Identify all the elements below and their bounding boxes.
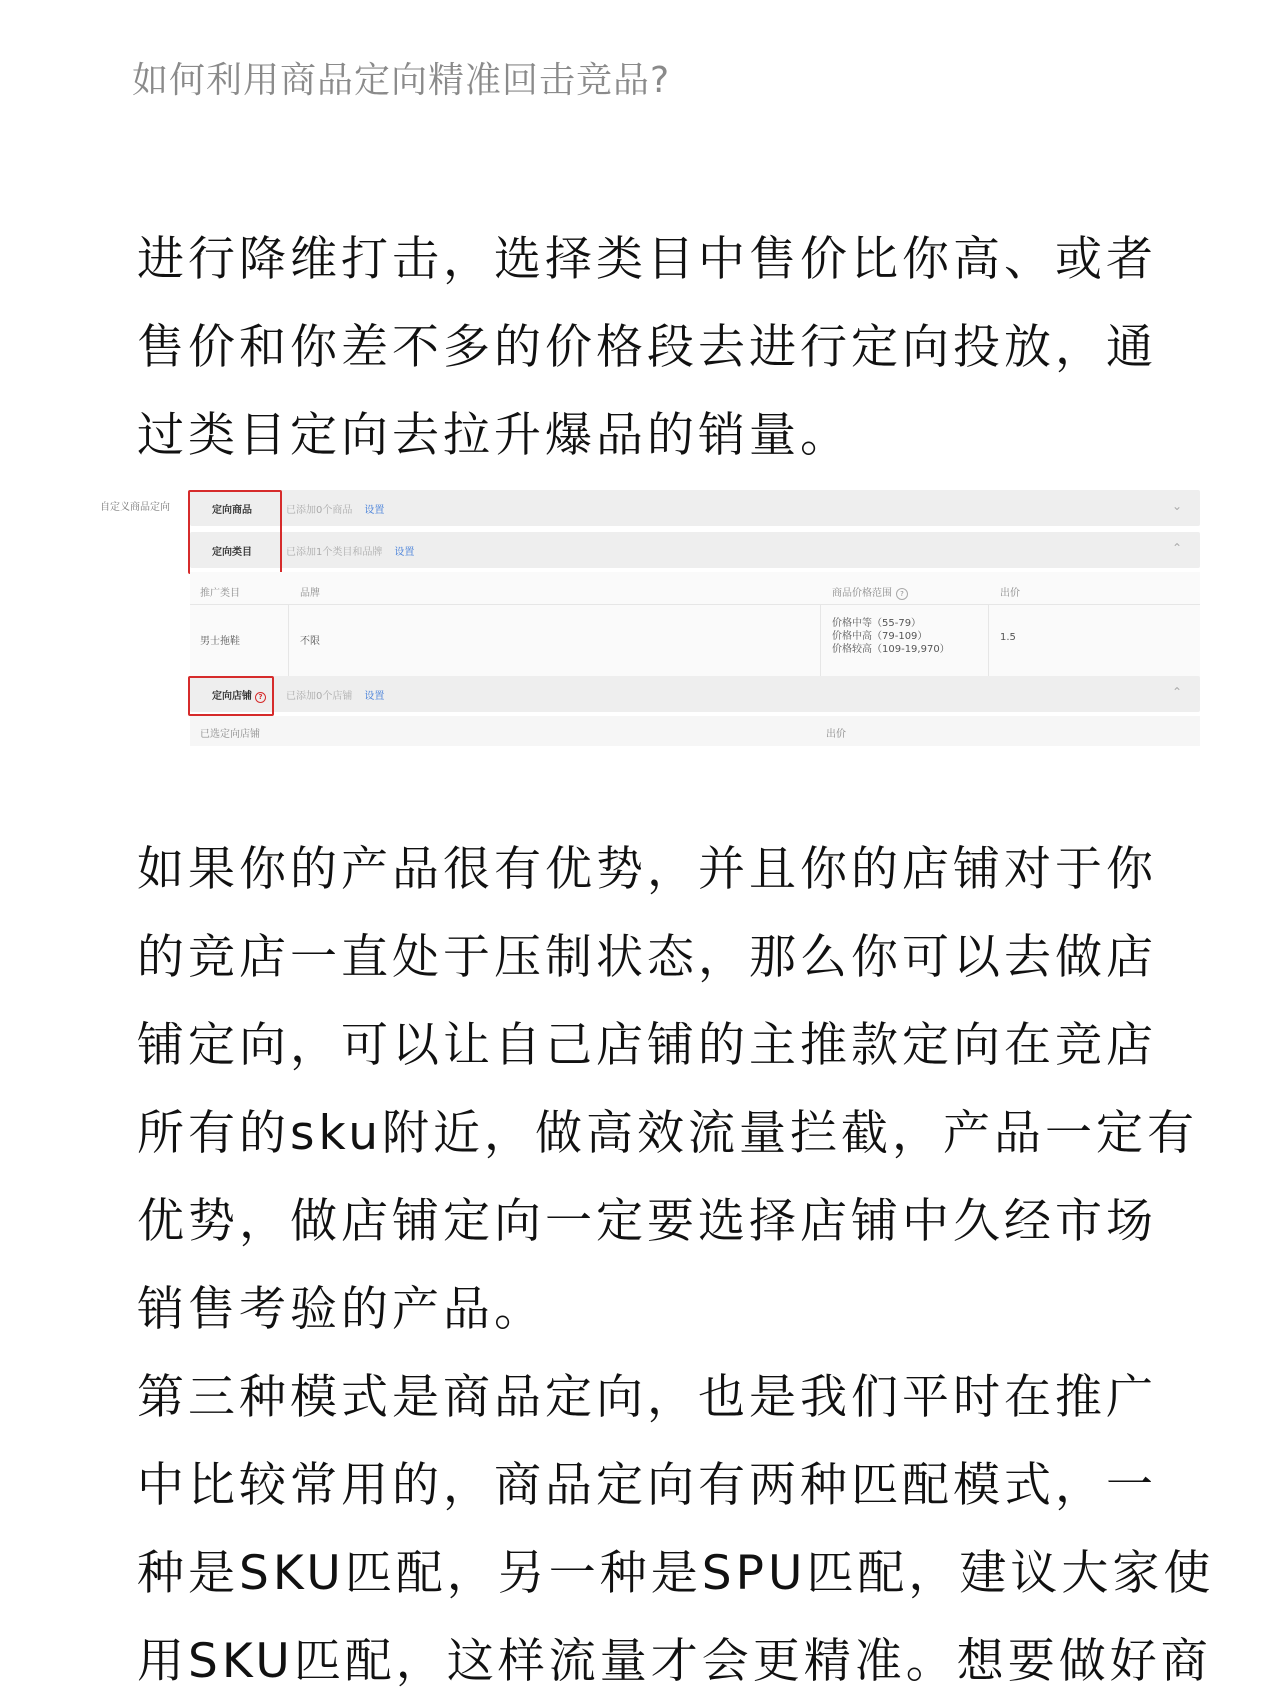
- text-line: 过类目定向去拉升爆品的销量。: [137, 408, 851, 463]
- table-cell-category: 男士拖鞋: [200, 636, 240, 647]
- column-header: 推广类目: [200, 588, 240, 599]
- highlight-box: [188, 490, 282, 574]
- category-table: [190, 572, 1200, 692]
- tab-targeting-category[interactable]: 定向类目: [212, 547, 252, 558]
- table-cell-price-ranges: 价格中等（55-79） 价格中高（79-109） 价格较高（109-19,970）: [832, 618, 950, 655]
- text-line: 如果你的产品很有优势，并且你的店铺对于你: [137, 842, 1157, 897]
- embedded-screenshot: [80, 480, 1200, 762]
- paragraph-category-targeting: [137, 216, 1187, 480]
- tab-targeting-goods[interactable]: 定向商品: [212, 505, 252, 516]
- chevron-up-icon[interactable]: ⌃: [1171, 685, 1182, 699]
- column-header: 商品价格范围 ?: [832, 584, 908, 600]
- category-added-info: 已添加1个类目和品牌 设置: [286, 547, 415, 558]
- targeting-row-goods[interactable]: [190, 490, 1200, 526]
- help-icon: ?: [255, 692, 266, 703]
- set-link[interactable]: 设置: [364, 691, 385, 702]
- text-line: 优势，做店铺定向一定要选择店铺中久经市场: [137, 1194, 1157, 1249]
- text-line: 所有的sku附近，做高效流量拦截，产品一定有: [137, 1106, 1199, 1161]
- text-line: 用SKU匹配，这样流量才会更精准。想要做好商: [137, 1634, 1212, 1689]
- text-line: 铺定向，可以让自己店铺的主推款定向在竞店: [137, 1018, 1157, 1073]
- text-line: 种是SKU匹配，另一种是SPU匹配，建议大家使: [137, 1546, 1215, 1601]
- column-header: 出价: [826, 729, 846, 740]
- goods-added-info: 已添加0个商品 设置: [286, 505, 385, 516]
- column-header: 已选定向店铺: [200, 729, 260, 740]
- paragraph-store-and-goods-targeting: [137, 826, 1215, 1706]
- text-line: 售价和你差不多的价格段去进行定向投放，通: [137, 320, 1157, 375]
- store-table: [190, 716, 1200, 746]
- text-line: 的竞店一直处于压制状态，那么你可以去做店: [137, 930, 1157, 985]
- text-line: 销售考验的产品。: [137, 1282, 545, 1337]
- set-link[interactable]: 设置: [364, 505, 385, 516]
- column-header: 品牌: [300, 588, 320, 599]
- text-line: 中比较常用的，商品定向有两种匹配模式，一: [137, 1458, 1157, 1513]
- custom-targeting-label: 自定义商品定向: [100, 502, 170, 513]
- page-title: 如何利用商品定向精准回击竞品?: [132, 60, 671, 101]
- table-cell-brand: 不限: [300, 636, 320, 647]
- targeting-row-category[interactable]: [190, 532, 1200, 568]
- set-link[interactable]: 设置: [394, 547, 415, 558]
- chevron-up-icon[interactable]: ⌃: [1171, 541, 1182, 555]
- chevron-down-icon[interactable]: ⌄: [1171, 499, 1182, 513]
- column-header: 出价: [1000, 588, 1020, 599]
- store-added-info: 已添加0个店铺 设置: [286, 691, 385, 702]
- text-line: 第三种模式是商品定向，也是我们平时在推广: [137, 1370, 1157, 1425]
- highlight-box: [188, 676, 274, 716]
- targeting-row-store[interactable]: [190, 676, 1200, 712]
- table-cell-bid: 1.5: [1000, 632, 1016, 643]
- text-line: 进行降维打击，选择类目中售价比你高、或者: [137, 232, 1157, 287]
- tab-targeting-store[interactable]: 定向店铺 ?: [212, 687, 266, 703]
- question-icon[interactable]: ?: [896, 588, 908, 600]
